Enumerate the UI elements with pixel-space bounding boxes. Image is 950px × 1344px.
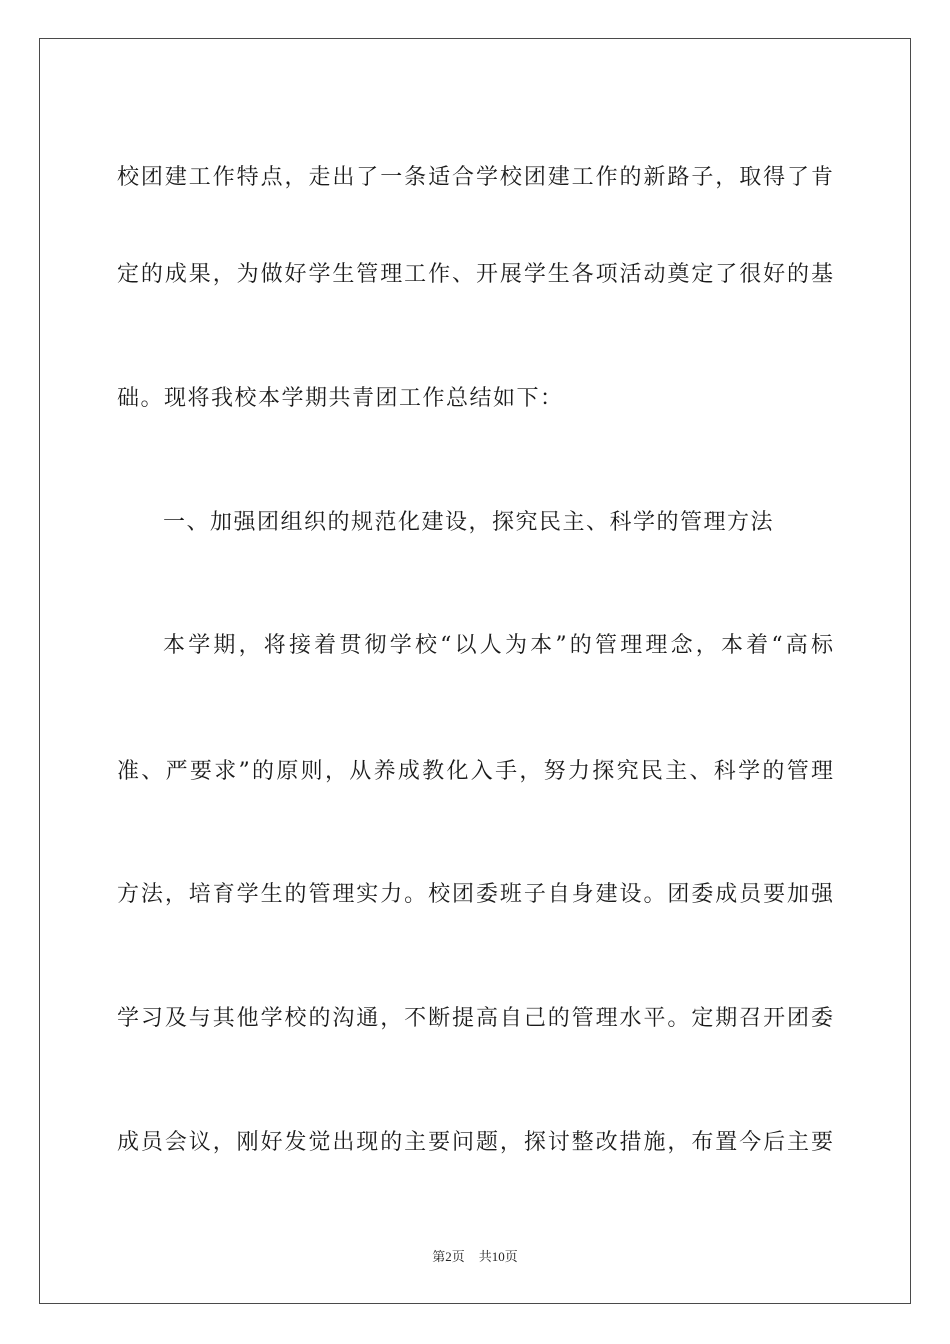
page-frame bbox=[39, 38, 911, 1304]
page-number: 第2页 bbox=[432, 1249, 465, 1264]
paragraph-line: 定的成果，为做好学生管理工作、开展学生各项活动奠定了很好的基 bbox=[117, 262, 833, 287]
paragraph-line: 础。现将我校本学期共青团工作总结如下： bbox=[117, 386, 564, 411]
section-heading: 一、加强团组织的规范化建设，探究民主、科学的管理方法 bbox=[163, 510, 775, 535]
page-footer bbox=[0, 1248, 950, 1266]
paragraph-line: 方法，培育学生的管理实力。校团委班子自身建设。团委成员要加强 bbox=[117, 882, 833, 907]
paragraph-line: 成员会议，刚好发觉出现的主要问题，探讨整改措施，布置今后主要 bbox=[117, 1130, 833, 1155]
paragraph-line: 学习及与其他学校的沟通，不断提高自己的管理水平。定期召开团委 bbox=[117, 1006, 833, 1031]
paragraph-line: 本学期，将接着贯彻学校“以人为本”的管理理念，本着“高标 bbox=[163, 633, 833, 658]
paragraph-line: 准、严要求”的原则，从养成教化入手，努力探究民主、科学的管理 bbox=[117, 759, 833, 784]
paragraph-line: 校团建工作特点，走出了一条适合学校团建工作的新路子，取得了肯 bbox=[117, 165, 833, 190]
total-pages: 共10页 bbox=[478, 1249, 518, 1264]
